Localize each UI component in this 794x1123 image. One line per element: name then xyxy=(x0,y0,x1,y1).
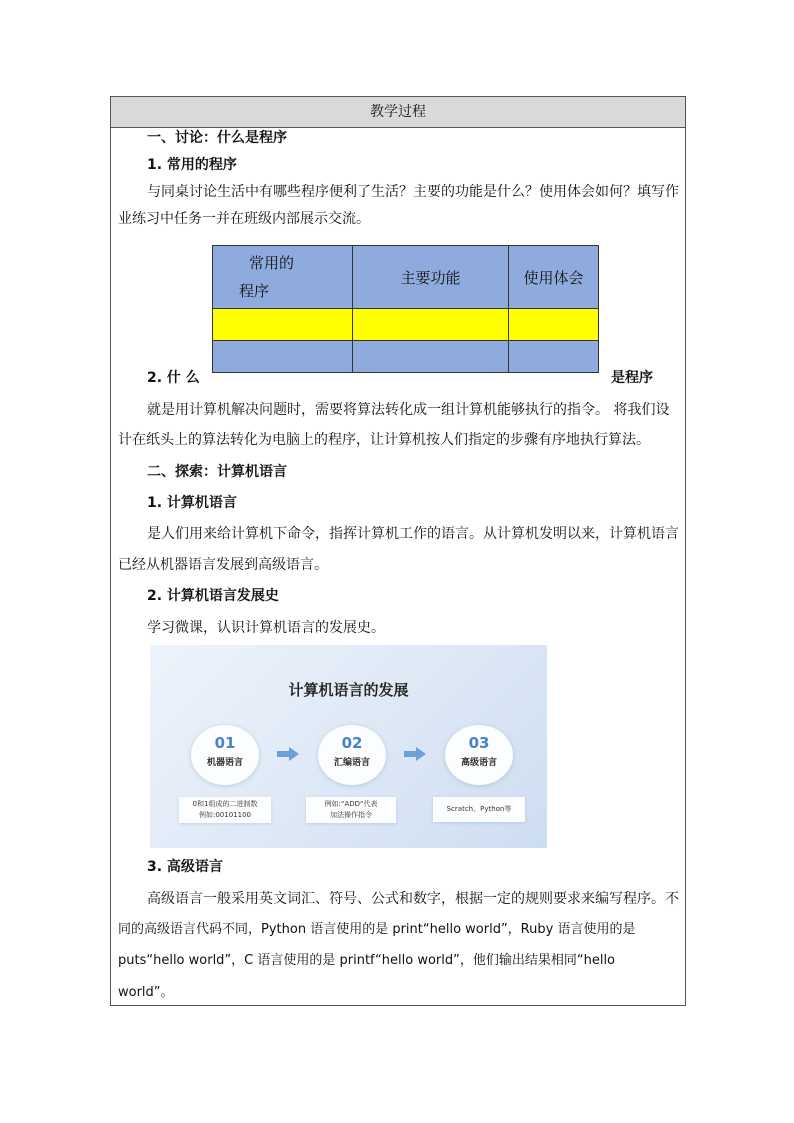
description-line: Scratch、Python等 xyxy=(446,805,512,813)
step-machine-language xyxy=(191,725,259,785)
description-line: 加法操作指令 xyxy=(330,811,372,819)
section2-sub1-paragraph-line2: 已经从机器语言发展到高级语言。 xyxy=(118,557,328,573)
section1-sub2-paragraph-line2: 计在纸头上的算法转化为电脑上的程序，让计算机按人们指定的步骤有序地执行算法。 xyxy=(118,432,650,448)
description-line: 例如:00101100 xyxy=(199,811,251,819)
table-header: 教学过程 xyxy=(111,97,685,128)
section2-sub3-paragraph-line2: 同的高级语言代码不同，Python 语言使用的是 print“hello world”，Ruby 语言使用的是 xyxy=(118,922,636,937)
description-line: 例如:“ADD”代表 xyxy=(324,800,378,808)
step-description xyxy=(433,797,525,822)
table-cell xyxy=(213,341,353,373)
table-row xyxy=(213,246,599,309)
section1-sub2-paragraph-line1: 就是用计算机解决问题时，需要将算法转化成一组计算机能够执行的指令。 将我们设 xyxy=(147,402,670,418)
common-programs-table xyxy=(212,245,599,373)
table-row xyxy=(213,341,599,373)
section2-title: 二、探索：计算机语言 xyxy=(147,464,287,480)
step-label: 汇编语言 xyxy=(333,758,370,768)
step-assembly-language xyxy=(318,725,386,785)
infographic-title: 计算机语言的发展 xyxy=(288,681,409,699)
table-cell xyxy=(509,309,599,341)
language-evolution-infographic xyxy=(150,645,547,848)
table-cell xyxy=(213,309,353,341)
section1-sub2-title-left: 2. 什 么 xyxy=(147,370,200,386)
column-header-function: 主要功能 xyxy=(353,246,509,309)
section2-sub1-title: 1. 计算机语言 xyxy=(147,495,237,511)
step-description xyxy=(179,797,271,823)
section2-sub2-title: 2. 计算机语言发展史 xyxy=(147,588,279,604)
section1-sub2-title-right: 是程序 xyxy=(611,370,653,386)
section2-sub3-paragraph-line1: 高级语言一般采用英文词汇、符号、公式和数字，根据一定的规则要求来编写程序。不 xyxy=(147,891,679,907)
column-header-experience: 使用体会 xyxy=(509,246,599,309)
column-header-program-line2: 程序 xyxy=(239,282,270,300)
section2-sub2-paragraph: 学习微课，认识计算机语言的发展史。 xyxy=(147,620,385,636)
arrow-right-icon xyxy=(404,747,426,761)
column-header-program-line1: 常用的 xyxy=(249,254,295,272)
section1-sub1-paragraph-line1: 与同桌讨论生活中有哪些程序便利了生活？主要的功能是什么？使用体会如何？填写作 xyxy=(147,184,679,200)
section2-sub3-paragraph-line4: world”。 xyxy=(118,985,174,1000)
description-line: 0和1组成的二进制数 xyxy=(192,800,258,808)
table-row xyxy=(213,309,599,341)
step-label: 高级语言 xyxy=(460,758,497,768)
table-cell xyxy=(353,309,509,341)
section1-sub1-title: 1. 常用的程序 xyxy=(147,157,237,173)
section1-title: 一、讨论：什么是程序 xyxy=(147,130,287,146)
step-number: 03 xyxy=(468,734,490,752)
table-cell xyxy=(353,341,509,373)
section2-sub3-paragraph-line3: puts“hello world”，C 语言使用的是 printf“hello world”，他们输出结果相同“hello xyxy=(118,953,616,968)
step-label: 机器语言 xyxy=(206,758,243,768)
step-high-level-language xyxy=(445,725,513,785)
column-header-program xyxy=(213,246,353,309)
table-cell xyxy=(509,341,599,373)
section2-sub1-paragraph-line1: 是人们用来给计算机下命令，指挥计算机工作的语言。从计算机发明以来，计算机语言 xyxy=(147,526,679,542)
step-number: 02 xyxy=(341,734,363,752)
step-number: 01 xyxy=(214,734,236,752)
arrow-right-icon xyxy=(277,747,299,761)
section2-sub3-title: 3. 高级语言 xyxy=(147,859,223,875)
step-description xyxy=(306,797,396,823)
section1-sub1-paragraph-line2: 业练习中任务一并在班级内部展示交流。 xyxy=(118,211,370,227)
